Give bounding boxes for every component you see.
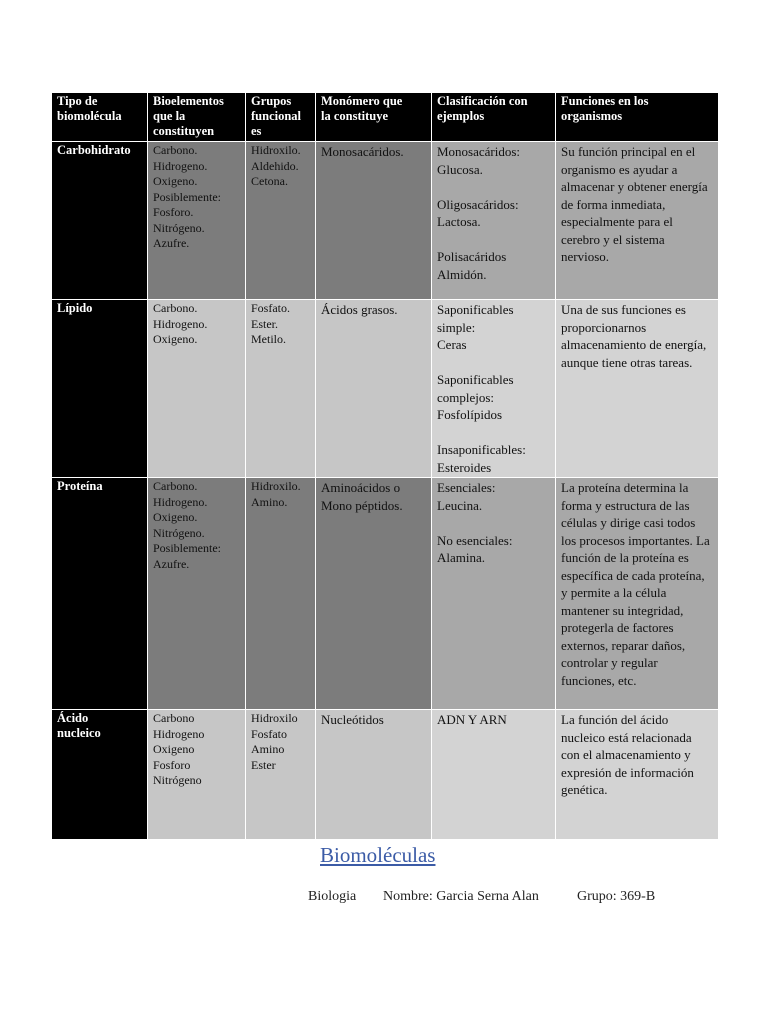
row-monomer: Aminoácidos o Mono péptidos. — [316, 478, 432, 710]
table-header-row — [52, 93, 719, 142]
table-row — [52, 300, 719, 478]
row-monomer: Nucleótidos — [316, 710, 432, 840]
row-type: Proteína — [52, 478, 148, 710]
footer — [0, 889, 768, 909]
row-groups: Fosfato. Ester. Metilo. — [246, 300, 316, 478]
biomolecules-table — [51, 92, 719, 840]
header-groups: Grupos funcional es — [246, 93, 316, 142]
row-functions: Su función principal en el organismo es ayudar a almacenar y obtener energía de forma inmediata, especialmente para el cerebro y el sistema nervioso. — [556, 142, 719, 300]
header-elements: Bioelementos que la constituyen — [148, 93, 246, 142]
footer-group: Grupo: 369-B — [577, 889, 656, 904]
row-type: Lípido — [52, 300, 148, 478]
row-groups: Hidroxilo. Amino. — [246, 478, 316, 710]
row-elements: Carbono. Hidrogeno. Oxigeno. Nitrógeno. Posiblemente: Azufre. — [148, 478, 246, 710]
row-elements: Carbono Hidrogeno Oxigeno Fosforo Nitrógeno — [148, 710, 246, 840]
row-groups: Hidroxilo Fosfato Amino Ester — [246, 710, 316, 840]
footer-subject: Biologia — [308, 889, 357, 904]
table-row — [52, 478, 719, 710]
row-elements: Carbono. Hidrogeno. Oxigeno. — [148, 300, 246, 478]
row-groups: Hidroxilo. Aldehido. Cetona. — [246, 142, 316, 300]
header-classification: Clasificación con ejemplos — [432, 93, 556, 142]
row-functions: La función del ácido nucleico está relacionada con el almacenamiento y expresión de información genética. — [556, 710, 719, 840]
header-monomer: Monómero que la constituye — [316, 93, 432, 142]
row-elements: Carbono. Hidrogeno. Oxigeno. Posiblemente: Fosforo. Nitrógeno. Azufre. — [148, 142, 246, 300]
footer-name: Nombre: Garcia Serna Alan — [383, 889, 539, 904]
row-classification: ADN Y ARN — [432, 710, 556, 840]
row-functions: Una de sus funciones es proporcionarnos almacenamiento de energía, aunque tiene otras tareas. — [556, 300, 719, 478]
header-type: Tipo de biomolécula — [52, 93, 148, 142]
row-monomer: Ácidos grasos. — [316, 300, 432, 478]
row-classification: Esenciales: Leucina. No esenciales: Alamina. — [432, 478, 556, 710]
table-row — [52, 142, 719, 300]
row-type: Ácido nucleico — [52, 710, 148, 840]
document-title: Biomoléculas — [320, 843, 436, 867]
table-row — [52, 710, 719, 840]
row-monomer: Monosacáridos. — [316, 142, 432, 300]
row-classification: Monosacáridos: Glucosa. Oligosacáridos: Lactosa. Polisacáridos Almidón. — [432, 142, 556, 300]
row-type: Carbohidrato — [52, 142, 148, 300]
row-classification: Saponificables simple: Ceras Saponificables complejos: Fosfolípidos Insaponificables: Esteroides — [432, 300, 556, 478]
row-functions: La proteína determina la forma y estructura de las células y dirige casi todos los procesos importantes. La función de la proteína es específica de cada proteína, y permite a la célula mantener su integridad, protegerla de factores externos, reparar daños, controlar y regular funciones, etc. — [556, 478, 719, 710]
header-functions: Funciones en los organismos — [556, 93, 719, 142]
